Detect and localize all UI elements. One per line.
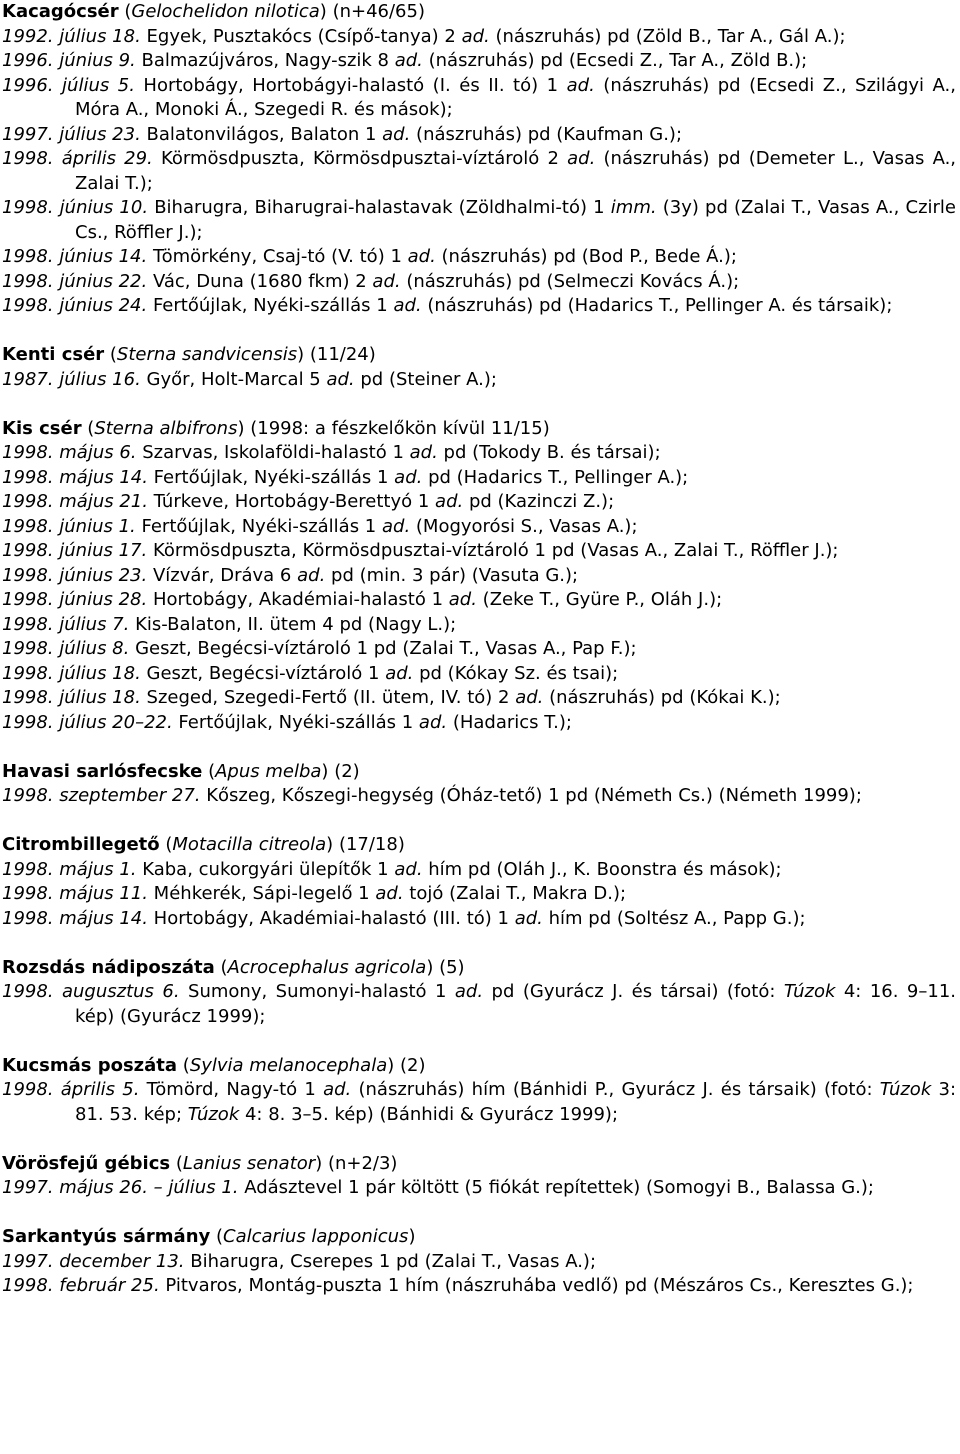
record-text: Biharugra, Biharugrai-halastavak (Zöldhalmi-tó) 1 — [148, 197, 611, 218]
record-date: 1998. április 29. — [2, 148, 153, 169]
record-text: ad. — [394, 858, 423, 880]
species-count: (n+46/65) — [332, 1, 425, 22]
record-date: 1998. április 5. — [2, 1079, 140, 1100]
record-date: 1998. május 11. — [2, 883, 148, 904]
record-text: Fertőújlak, Nyéki-szállás 1 — [135, 515, 382, 537]
observation-record — [2, 25, 956, 50]
record-text: Pitvaros, Montág-puszta 1 hím (nászruhába vedlő) pd (Mészáros Cs., Keresztes G.); — [159, 1275, 914, 1296]
record-date: 1997. május 26. – július 1. — [2, 1177, 239, 1198]
record-text: (nászruhás) pd (Selmeczi Kovács Á.); — [400, 270, 740, 292]
record-date: 1998. május 1. — [2, 858, 137, 880]
record-date: 1998. július 18. — [2, 662, 141, 684]
record-text: 3: 81. 53. kép; — [75, 1079, 957, 1125]
record-text: Geszt, Begécsi-víztároló 1 — [140, 662, 386, 684]
observation-record — [2, 270, 956, 295]
record-text: (nászruhás) pd (Kaufman G.); — [410, 123, 683, 145]
species-scientific-name: Sterna sandvicensis — [116, 344, 298, 365]
species-section — [2, 956, 956, 1030]
species-heading: Rozsdás nádiposzáta (Acrocephalus agricola) (5) — [2, 956, 465, 978]
record-text: (nászruhás) pd (Zöld B., Tar A., Gál A.); — [489, 25, 846, 47]
observation-record — [2, 907, 956, 932]
record-date: 1998. május 21. — [2, 491, 148, 512]
species-section — [2, 1152, 956, 1201]
species-name: Sarkantyús sármány — [2, 1226, 211, 1247]
record-date: 1998. június 22. — [2, 270, 148, 292]
record-text: (Zeke T., Gyüre P., Oláh J.); — [476, 589, 723, 610]
record-date: 1998. július 18. — [2, 687, 141, 708]
record-text: pd (Steiner A.); — [354, 368, 497, 390]
record-date: 1996. június 9. — [2, 50, 136, 71]
record-text: pd (Tokody B. és társai); — [437, 442, 661, 463]
observation-record — [2, 882, 956, 907]
observation-record — [2, 784, 956, 809]
record-text: (nászruhás) pd (Ecsedi Z., Szilágyi A., Móra A., Monoki Á., Szegedi R. és mások); — [75, 74, 956, 120]
species-heading: Kenti csér (Sterna sandvicensis) (11/24) — [2, 344, 376, 365]
record-text: Kőszeg, Kőszegi-hegység (Óház-tető) 1 pd (Németh Cs.) (Németh 1999); — [200, 785, 862, 806]
species-heading: Sarkantyús sármány (Calcarius lapponicus) — [2, 1226, 416, 1247]
species-scientific-name: Motacilla citreola — [172, 834, 327, 855]
record-text: (Mogyorósi S., Vasas A.); — [410, 515, 638, 537]
species-section — [2, 343, 956, 392]
record-date: 1998. június 17. — [2, 540, 148, 561]
record-text: ad. — [323, 1079, 352, 1100]
observation-record — [2, 515, 956, 540]
observation-record — [2, 1274, 956, 1299]
record-text: Tömörkény, Csaj-tó (V. tó) 1 — [147, 246, 408, 267]
species-scientific-name: Sterna albifrons — [94, 417, 238, 439]
record-date: 1998. július 7. — [2, 613, 130, 635]
record-date: 1998. február 25. — [2, 1275, 160, 1296]
observation-record — [2, 74, 956, 123]
observation-record — [2, 1250, 956, 1275]
record-text: ad. — [326, 368, 355, 390]
record-text: (nászruhás) pd (Bod P., Bede Á.); — [435, 246, 737, 267]
observation-record — [2, 711, 956, 736]
record-text: Körmösdpuszta, Körmösdpusztai-víztároló 2 — [152, 148, 568, 169]
species-section — [2, 760, 956, 809]
species-count: (2) — [400, 1054, 426, 1076]
species-count: (2) — [334, 760, 360, 782]
species-heading: Vörösfejű gébics (Lanius senator) (n+2/3) — [2, 1152, 398, 1174]
species-section — [2, 417, 956, 736]
record-text: Adásztevel 1 pár költött (5 fiókát repítettek) (Somogyi B., Balassa G.); — [238, 1177, 874, 1198]
record-text: pd (Kókay Sz. és tsai); — [413, 662, 619, 684]
record-text: ad. — [566, 74, 595, 96]
species-name: Kenti csér — [2, 344, 105, 365]
species-scientific-name: Acrocephalus agricola — [227, 956, 427, 978]
observation-record — [2, 858, 956, 883]
observation-record — [2, 1176, 956, 1201]
species-name: Havasi sarlósfecske — [2, 760, 203, 782]
record-date: 1998. szeptember 27. — [2, 785, 201, 806]
observation-record — [2, 490, 956, 515]
record-text: Körmösdpuszta, Körmösdpusztai-víztároló 1 pd (Vasas A., Zalai T., Röffler J.); — [147, 540, 839, 561]
observation-record — [2, 686, 956, 711]
species-scientific-name: Apus melba — [215, 760, 322, 782]
record-date: 1992. július 18. — [2, 25, 141, 47]
record-text: ad. — [514, 907, 543, 929]
record-text: ad. — [567, 148, 596, 169]
observation-record — [2, 466, 956, 491]
species-name: Kacagócsér — [2, 1, 119, 22]
record-text: pd (min. 3 pár) (Vasuta G.); — [325, 564, 579, 586]
species-name: Vörösfejű gébics — [2, 1152, 171, 1174]
species-section — [2, 1054, 956, 1128]
record-text: Balmazújváros, Nagy-szik 8 — [135, 50, 395, 71]
record-text: Fertőújlak, Nyéki-szállás 1 — [172, 711, 419, 733]
record-date: 1998. június 14. — [2, 246, 148, 267]
record-date: 1996. július 5. — [2, 74, 135, 96]
species-count: (n+2/3) — [327, 1152, 398, 1174]
record-text: Hortobágy, Akadémiai-halastó (III. tó) 1 — [147, 907, 515, 929]
record-text: hím pd (Soltész A., Papp G.); — [542, 907, 806, 929]
observation-record — [2, 441, 956, 466]
species-count: (5) — [439, 956, 465, 978]
record-text: Túzok — [783, 981, 836, 1002]
species-heading: Havasi sarlósfecske (Apus melba) (2) — [2, 760, 360, 782]
record-text: Hortobágy, Akadémiai-halastó 1 — [147, 589, 449, 610]
observation-record — [2, 196, 956, 245]
record-text: 4: 16. 9–11. kép) (Gyurácz 1999); — [75, 981, 956, 1027]
record-text: (nászruhás) pd (Kókai K.); — [543, 687, 781, 708]
record-text: Vízvár, Dráva 6 — [147, 564, 298, 586]
record-text: Tömörd, Nagy-tó 1 — [139, 1079, 324, 1100]
record-text: ad. — [394, 466, 423, 488]
observation-record — [2, 1078, 956, 1127]
observation-record — [2, 980, 956, 1029]
record-text: Sumony, Sumonyi-halastó 1 — [179, 981, 455, 1002]
record-date: 1998. május 14. — [2, 907, 148, 929]
record-text: tojó (Zalai T., Makra D.); — [403, 883, 627, 904]
record-text: Szeged, Szegedi-Fertő (II. ütem, IV. tó) 2 — [140, 687, 516, 708]
record-text: (nászruhás) pd (Demeter L., Vasas A., Zalai T.); — [75, 148, 957, 194]
record-text: ad. — [418, 711, 448, 733]
species-section — [2, 0, 956, 319]
record-date: 1998. május 14. — [2, 466, 148, 488]
record-date: 1998. június 10. — [2, 197, 149, 218]
record-text: hím pd (Oláh J., K. Boonstra és mások); — [422, 858, 782, 880]
record-text: pd (Gyurácz J. és társai) (fotó: — [483, 981, 784, 1002]
record-date: 1998. június 23. — [2, 564, 148, 586]
record-text: ad. — [448, 589, 477, 610]
record-date: 1998. június 28. — [2, 589, 148, 610]
observation-record — [2, 368, 956, 393]
observation-record — [2, 637, 956, 662]
record-date: 1998. május 6. — [2, 442, 137, 463]
record-text: ad. — [435, 491, 464, 512]
species-count: (1998: a fészkelőkön kívül 11/15) — [250, 417, 550, 439]
record-date: 1998. június 1. — [2, 515, 136, 537]
record-text: imm. — [610, 197, 657, 218]
observation-record — [2, 613, 956, 638]
species-scientific-name: Calcarius lapponicus — [223, 1226, 409, 1247]
record-text: Vác, Duna (1680 fkm) 2 — [147, 270, 373, 292]
species-heading: Kucsmás poszáta (Sylvia melanocephala) (2) — [2, 1054, 426, 1076]
observation-record — [2, 49, 956, 74]
record-text: ad. — [407, 246, 436, 267]
species-section — [2, 1225, 956, 1299]
record-date: 1998. június 24. — [2, 295, 148, 316]
species-name: Kucsmás poszáta — [2, 1054, 178, 1076]
observation-record — [2, 662, 956, 687]
record-text: Fertőújlak, Nyéki-szállás 1 — [147, 466, 395, 488]
record-text: Geszt, Begécsi-víztároló 1 pd (Zalai T., Vasas A., Pap F.); — [129, 638, 637, 659]
species-name: Rozsdás nádiposzáta — [2, 956, 215, 978]
record-text: Győr, Holt-Marcal 5 — [140, 368, 327, 390]
species-heading: Kacagócsér (Gelochelidon nilotica) (n+46/65) — [2, 1, 425, 22]
record-text: Túzok — [879, 1079, 932, 1100]
record-date: 1997. július 23. — [2, 123, 141, 145]
observation-record — [2, 564, 956, 589]
record-text: Kis-Balaton, II. ütem 4 pd (Nagy L.); — [129, 613, 457, 635]
observation-record — [2, 539, 956, 564]
record-text: pd (Kazinczi Z.); — [463, 491, 615, 512]
species-heading: Kis csér (Sterna albifrons) (1998: a fészkelőkön kívül 11/15) — [2, 417, 550, 439]
record-text: ad. — [454, 981, 484, 1002]
record-date: 1987. július 16. — [2, 368, 141, 390]
record-text: ad. — [394, 50, 423, 71]
record-date: 1998. július 20–22. — [2, 711, 173, 733]
record-text: 4: 8. 3–5. kép) (Bánhidi & Gyurácz 1999); — [239, 1103, 619, 1125]
species-count: (17/18) — [338, 834, 405, 855]
record-date: 1998. július 8. — [2, 638, 130, 659]
record-text: Méhkerék, Sápi-legelő 1 — [147, 883, 376, 904]
observation-record — [2, 245, 956, 270]
record-text: pd (Hadarics T., Pellinger A.); — [422, 466, 689, 488]
observation-record — [2, 588, 956, 613]
record-text: ad. — [382, 123, 411, 145]
record-text: (Hadarics T.); — [447, 711, 572, 733]
species-name: Kis csér — [2, 417, 82, 439]
observation-record — [2, 123, 956, 148]
record-text: Szarvas, Iskolaföldi-halastó 1 — [136, 442, 410, 463]
record-text: Túrkeve, Hortobágy-Berettyó 1 — [147, 491, 436, 512]
record-date: 1997. december 13. — [2, 1250, 185, 1272]
record-text: ad. — [375, 883, 404, 904]
species-scientific-name: Sylvia melanocephala — [189, 1054, 388, 1076]
record-text: (nászruhás) hím (Bánhidi P., Gyurácz J. és társaik) (fotó: — [351, 1079, 880, 1100]
record-text: Biharugra, Cserepes 1 pd (Zalai T., Vasas A.); — [184, 1250, 597, 1272]
species-scientific-name: Gelochelidon nilotica — [131, 1, 320, 22]
species-count: (11/24) — [309, 344, 376, 365]
record-text: (nászruhás) pd (Ecsedi Z., Tar A., Zöld B.); — [422, 50, 808, 71]
record-text: ad. — [381, 515, 411, 537]
species-name: Citrombillegető — [2, 834, 160, 855]
record-text: Kaba, cukorgyári ülepítők 1 — [136, 858, 395, 880]
record-text: Túzok — [187, 1103, 240, 1125]
record-text: Hortobágy, Hortobágyi-halastó (I. és II. tó) 1 — [134, 74, 567, 96]
record-text: Egyek, Pusztakócs (Csípő-tanya) 2 — [140, 25, 462, 47]
record-text: (nászruhás) pd (Hadarics T., Pellinger A. és társaik); — [421, 295, 893, 316]
species-scientific-name: Lanius senator — [182, 1152, 316, 1174]
observation-record — [2, 294, 956, 319]
species-section — [2, 833, 956, 931]
record-text: (3y) pd (Zalai T., Vasas A., Czirle Cs., Röffler J.); — [75, 197, 956, 243]
record-text: ad. — [393, 295, 422, 316]
record-date: 1998. augusztus 6. — [2, 981, 180, 1002]
record-text: Fertőújlak, Nyéki-szállás 1 — [147, 295, 394, 316]
record-text: ad. — [297, 564, 326, 586]
record-text: ad. — [409, 442, 438, 463]
observation-record — [2, 147, 956, 196]
record-text: ad. — [461, 25, 490, 47]
species-heading: Citrombillegető (Motacilla citreola) (17/18) — [2, 834, 405, 855]
record-text: ad. — [515, 687, 544, 708]
record-text: ad. — [385, 662, 414, 684]
record-text: Balatonvilágos, Balaton 1 — [140, 123, 383, 145]
record-text: ad. — [372, 270, 401, 292]
document-page — [2, 0, 956, 1299]
